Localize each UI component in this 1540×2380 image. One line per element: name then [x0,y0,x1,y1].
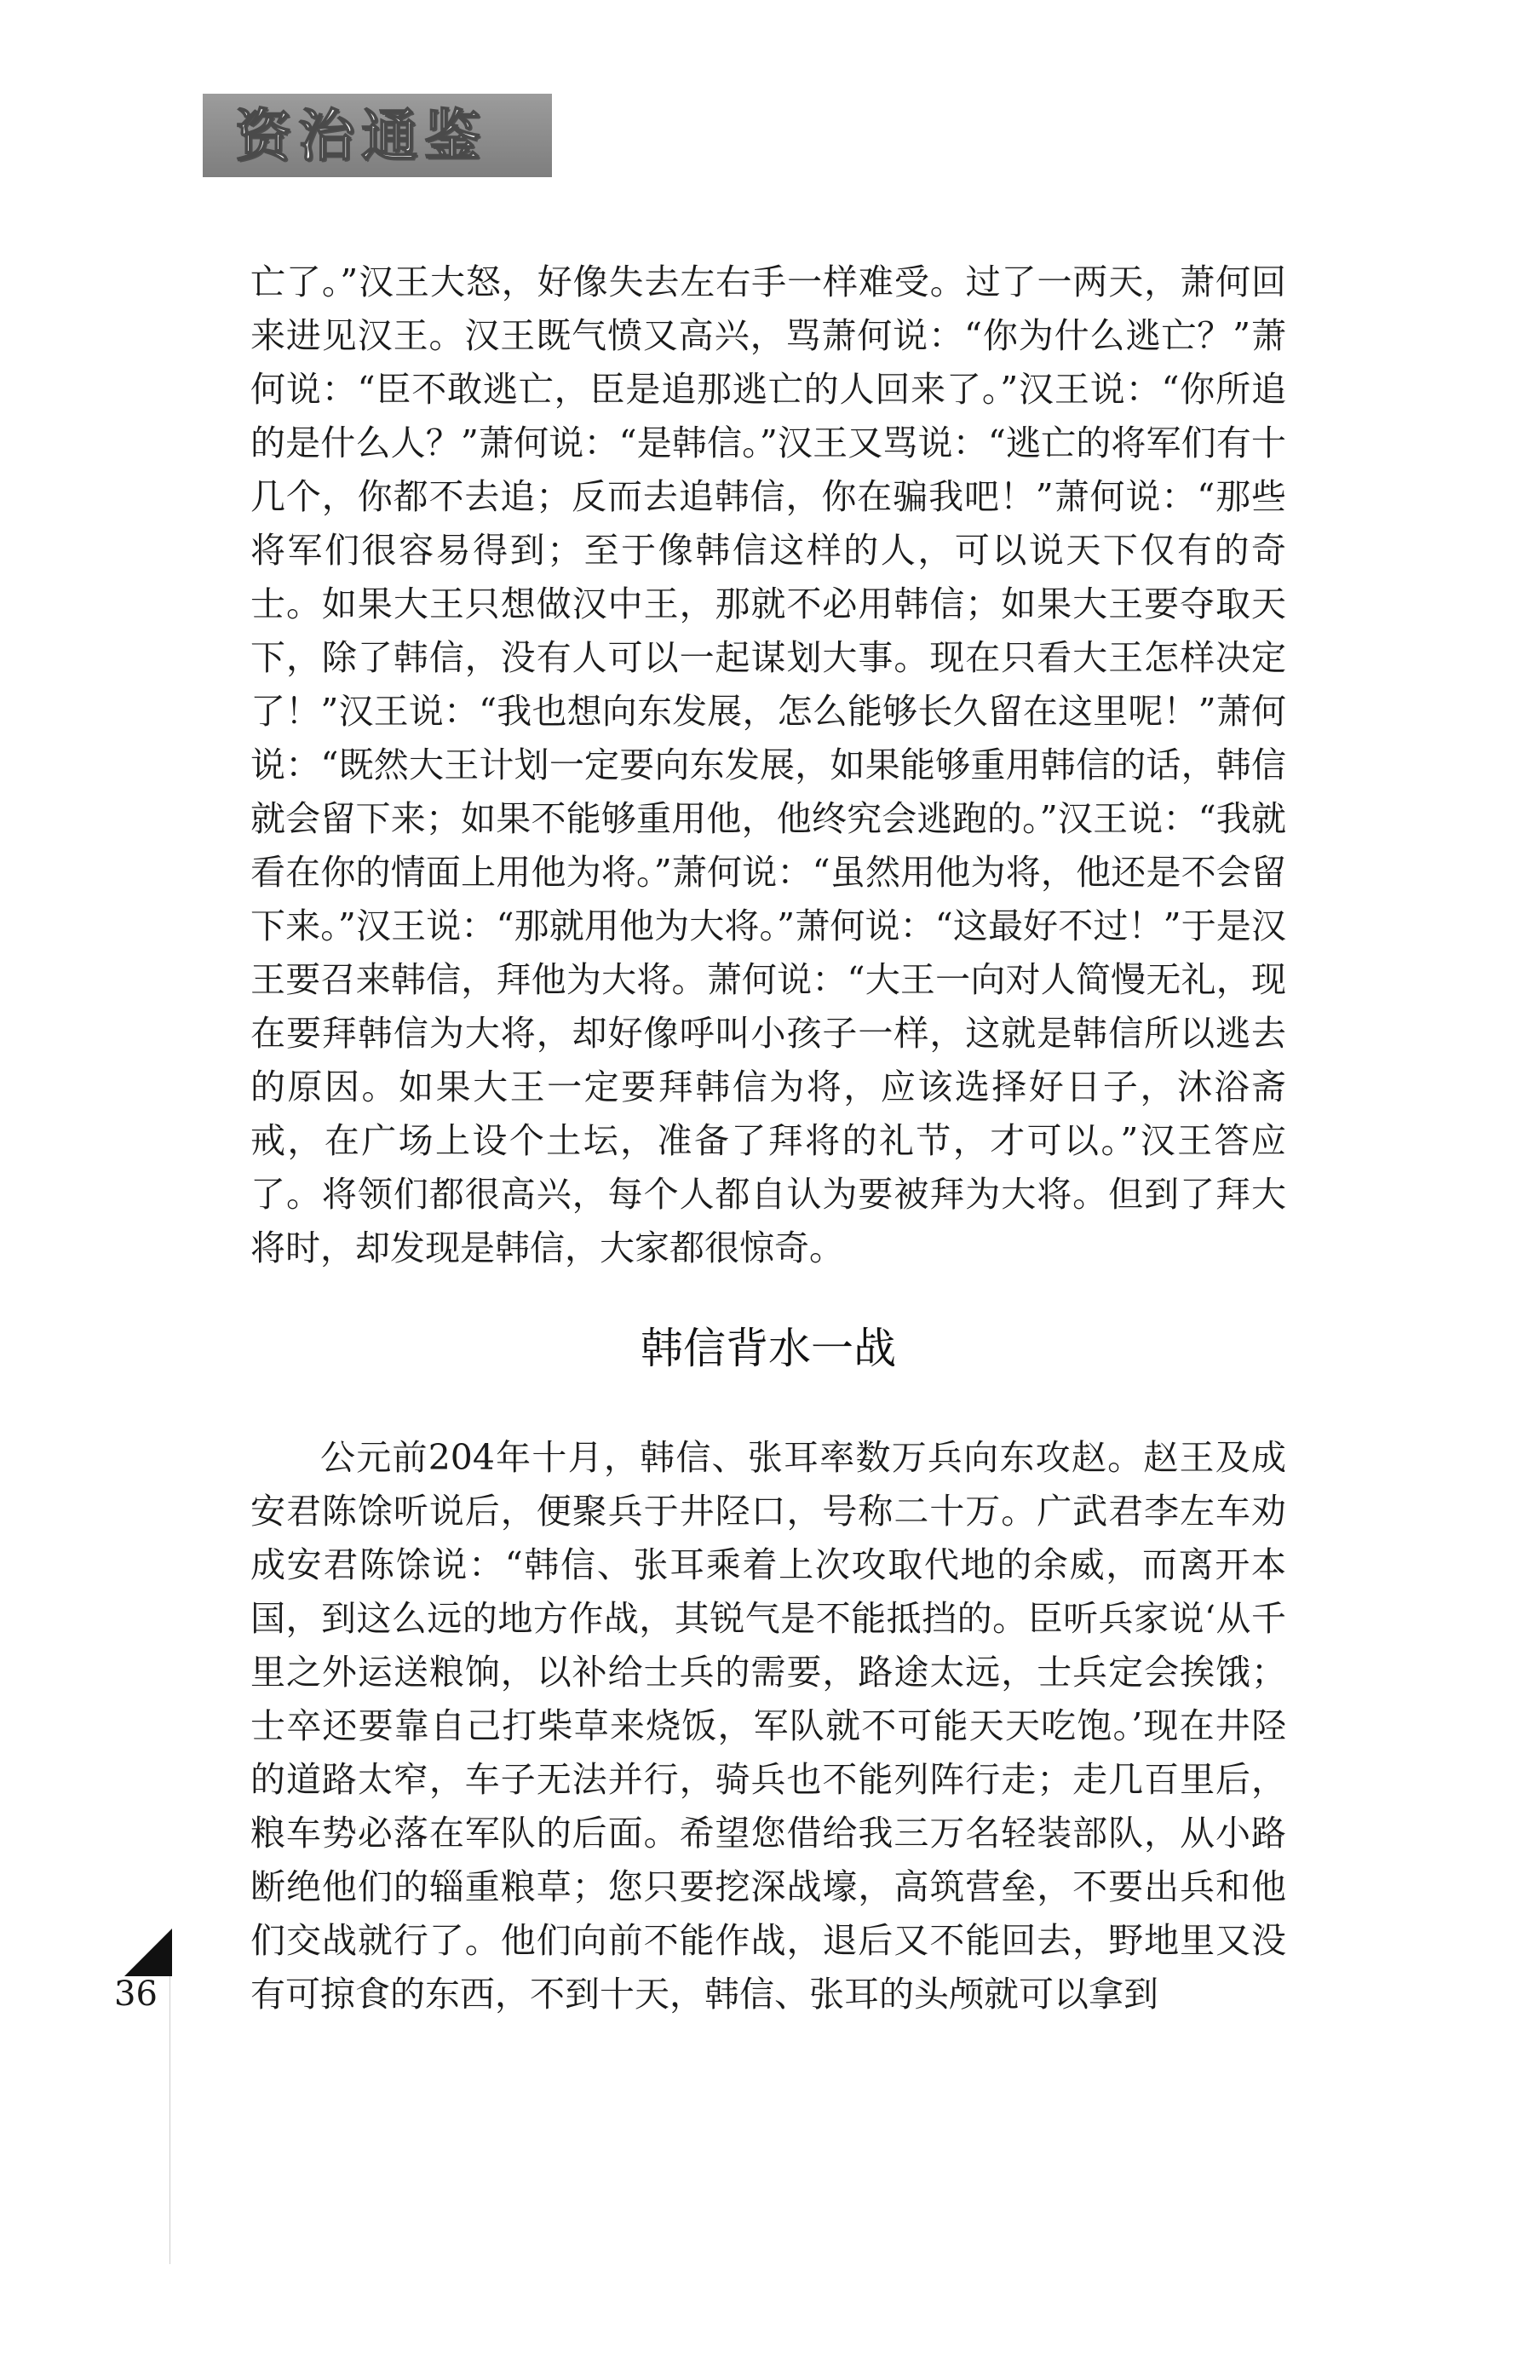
body-paragraph: 亡了。”汉王大怒，好像失去左右手一样难受。过了一两天，萧何回来进见汉王。汉王既气愤又高兴，骂萧何说：“你为什么逃亡？”萧何说：“臣不敢逃亡，臣是追那逃亡的人回来了。”汉王说：“你所追的是什么人？”萧何说：“是韩信。”汉王又骂说：“逃亡的将军们有十几个，你都不去追；反而去追韩信，你在骗我吧！”萧何说：“那些将军们很容易得到；至于像韩信这样的人，可以说天下仅有的奇士。如果大王只想做汉中王，那就不必用韩信；如果大王要夺取天下，除了韩信，没有人可以一起谋划大事。现在只看大王怎样决定了！”汉王说：“我也想向东发展，怎么能够长久留在这里呢！”萧何说：“既然大王计划一定要向东发展，如果能够重用韩信的话，韩信就会留下来；如果不能够重用他，他终究会逃跑的。”汉王说：“我就看在你的情面上用他为将。”萧何说：“虽然用他为将，他还是不会留下来。”汉王说：“那就用他为大将。”萧何说：“这最好不过！”于是汉王要召来韩信，拜他为大将。萧何说：“大王一向对人简慢无礼，现在要拜韩信为大将，却好像呼叫小孩子一样，这就是韩信所以逃去的原因。如果大王一定要拜韩信为将，应该选择好日子，沐浴斋戒，在广场上设个土坛，准备了拜将的礼节，才可以。”汉王答应了。将领们都很高兴，每个人都自认为要被拜为大将。但到了拜大将时，却发现是韩信，大家都很惊奇。 [250,262,1286,1268]
section-heading: 韩信背水一战 [641,1324,896,1373]
body-paragraph: 公元前204年十月，韩信、张耳率数万兵向东攻赵。赵王及成安君陈馀听说后，便聚兵于井陉口，号称二十万。广武君李左车劝成安君陈馀说：“韩信、张耳乘着上次攻取代地的余威，而离开本国，到这么远的地方作战，其锐气是不能抵挡的。臣听兵家说‘从千里之外运送粮饷，以补给士兵的需要，路途太远，士兵定会挨饿；士卒还要靠自己打柴草来烧饭，军队就不可能天天吃饱。’现在井陉的道路太窄，车子无法并行，骑兵也不能列阵行走；走几百里后，粮车势必落在军队的后面。希望您借给我三万名轻装部队，从小路断绝他们的辎重粮草；您只要挖深战壕，高筑营垒，不要出兵和他们交战就行了。他们向前不能作战，退后又不能回去，野地里又没有可掠食的东西，不到十天，韩信、张耳的头颅就可以拿到 [250,1437,1286,2015]
running-header-title: 资治通鉴 [235,103,487,169]
corner-triangle-shape [124,1929,172,1976]
page-number: 36 [114,1975,158,2014]
page-corner-marker [124,1929,172,1976]
